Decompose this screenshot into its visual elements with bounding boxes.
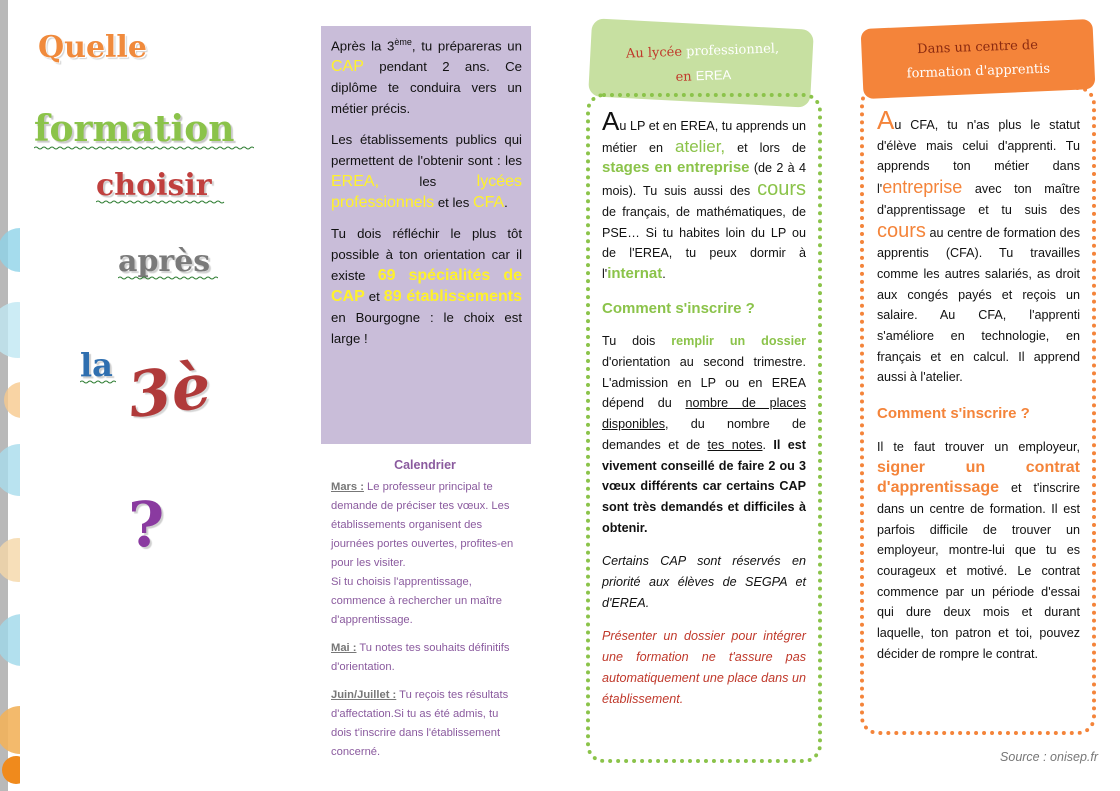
text: d'orientation au second trimestre. L'admission en LP ou en EREA dépend du: [602, 355, 806, 411]
text: u CFA, tu n'as plus le statut d'élève mais celui d'apprenti. Tu apprends ton métier dans l': [877, 118, 1080, 197]
highlight-cfa: CFA: [473, 194, 505, 212]
spellcheck-underline: [118, 276, 218, 280]
lp-info-box: [586, 93, 822, 763]
title-word-quelle: Quelle: [38, 30, 147, 65]
text: (de 2 à 4 mois). Tu suis aussi des: [602, 161, 806, 199]
bold-text: Il est vivement conseillé de faire 2 ou 3 vœux différents car certains CAP sont très demandés et difficiles à obtenir.: [602, 437, 806, 535]
title-word-3e: 3è: [123, 348, 216, 433]
text: en Bourgogne : le choix est large !: [331, 310, 522, 347]
highlight: signer un contrat d'apprentissage: [877, 458, 1080, 497]
calendar-title: Calendrier: [394, 458, 456, 472]
text: Tu dois: [602, 334, 672, 349]
text: , du nombre de demandes et de: [602, 417, 806, 452]
text: Si tu choisis l'apprentissage, commence à rechercher un maître d'apprentissage.: [331, 576, 502, 626]
text: au centre de formation des apprentis (CFA). Tu travailles comme les autres salariés, as droit aux congés payés et reçois un salaire. Au CFA, l'apprenti s'améliore en technologie, en français et en calcul. Il apprend aussi à l'atelier.: [877, 225, 1080, 385]
highlight: cours: [877, 219, 926, 242]
calendar-label: Mars :: [331, 481, 364, 493]
text: formation d'apprentis: [906, 61, 1051, 82]
text: Les établissements publics qui permettent de l'obtenir sont : les: [331, 132, 522, 169]
text: et t'inscrire dans un centre de formation. Il est parfois difficile de trouver un employeur, montre-lui que tu es courageux et motivé. Le contrat commence par un période d'essai qui dure deux mois et durant laquelle, ton patron et toi, pouvez décider de rompre le contrat.: [877, 481, 1080, 661]
highlight-lycees: lycées professionnels: [331, 173, 522, 212]
text: Tu reçois tes résultats d'affectation.Si tu as été admis, tu dois t'inscrire dans l'établissement concerné.: [331, 689, 509, 758]
text: Tu dois réfléchir le plus tôt possible à ton orientation car il existe: [331, 226, 522, 284]
title-word-formation: formation: [34, 108, 235, 150]
spellcheck-underline: [80, 380, 116, 384]
text: Au lycée: [625, 44, 687, 62]
cap-intro-paragraph: [331, 32, 522, 119]
text: Tu notes tes souhaits définitifs d'orientation.: [331, 642, 510, 673]
cfa-info-box: [860, 86, 1096, 735]
decorative-strip: [0, 0, 20, 791]
lp-tab-title: [599, 36, 807, 92]
cap-info-box: [321, 26, 531, 444]
cfa-inscription-paragraph: [877, 437, 1080, 665]
highlight: remplir un dossier: [671, 334, 806, 349]
text: professionnel,: [685, 41, 780, 60]
segpa-note: Certains CAP sont réservés en priorité aux élèves de SEGPA et d'EREA.: [602, 554, 806, 610]
highlight-etablissements: 89 établissements: [383, 288, 522, 306]
dossier-warning: Présenter un dossier pour intégrer une formation ne t'assure pas automatiquement une place dans un établissement.: [602, 629, 806, 706]
text: Il te faut trouver un employeur,: [877, 439, 1080, 454]
lp-inscription-paragraph: [602, 331, 806, 538]
superscript: ème: [394, 37, 412, 47]
highlight-cap: CAP: [331, 58, 364, 76]
calendar-juin: [331, 686, 519, 762]
orientation-paragraph: [331, 223, 522, 349]
establishments-paragraph: [331, 129, 522, 213]
highlight: stages en entreprise: [602, 159, 750, 177]
underlined-text: nombre de places disponibles: [602, 396, 806, 432]
spellcheck-underline: [96, 200, 226, 204]
cfa-heading: Comment s'inscrire ?: [877, 405, 1030, 423]
text: et les: [434, 195, 474, 211]
text: Le professeur principal te demande de préciser tes vœux. Les établissements organisent des journées portes ouvertes, profites-en pour les visiter.: [331, 481, 514, 569]
highlight: internat: [607, 264, 663, 282]
text: .: [662, 266, 666, 281]
text: avec ton maître d'apprentissage et tu suis des: [877, 182, 1080, 217]
title-word-la: la: [80, 346, 113, 384]
cfa-paragraph: [877, 105, 1080, 388]
text: les: [379, 174, 477, 190]
text: Après la 3: [331, 38, 395, 54]
text: de français, de mathématiques, de PSE… Si tu habites loin du LP ou de l'EREA, tu peux dormir à l': [602, 204, 806, 281]
text: .: [762, 437, 774, 452]
text: , tu prépareras un: [411, 38, 522, 54]
spellcheck-underline: [34, 146, 254, 150]
calendar-section: [331, 456, 519, 771]
drop-cap: A: [602, 106, 620, 136]
text: u LP et en EREA, tu apprends un métier en: [602, 119, 806, 155]
title-word-apres: après: [118, 244, 211, 279]
text: EREA: [695, 67, 732, 84]
highlight: atelier,: [675, 136, 726, 156]
text: .: [504, 195, 508, 211]
highlight: cours: [757, 178, 806, 201]
drop-cap: A: [877, 105, 895, 135]
lp-paragraph: [602, 106, 806, 285]
text: et: [364, 289, 384, 305]
underlined-text: tes notes: [707, 437, 763, 452]
lp-heading: Comment s'inscrire ?: [602, 299, 755, 317]
text: Dans un centre de: [916, 37, 1039, 58]
calendar-mars: [331, 478, 519, 630]
decorative-swirls: [0, 0, 20, 791]
text: pendant 2 ans. Ce diplôme te conduira vers un métier précis.: [331, 59, 522, 117]
source-credit: Source : onisep.fr: [1000, 750, 1098, 764]
highlight: entreprise: [882, 177, 963, 198]
question-mark: ?: [128, 488, 165, 561]
highlight-erea: EREA,: [331, 173, 380, 191]
text: en: [675, 69, 697, 85]
highlight-specialites: 69 spécialités de CAP: [331, 267, 522, 306]
title-word-choisir: choisir: [96, 168, 212, 203]
text: et lors de: [725, 140, 806, 155]
calendar-mai: [331, 639, 519, 677]
cfa-tab-title: [869, 32, 1087, 88]
calendar-label: Juin/Juillet :: [331, 689, 397, 701]
calendar-label: Mai :: [331, 642, 357, 654]
